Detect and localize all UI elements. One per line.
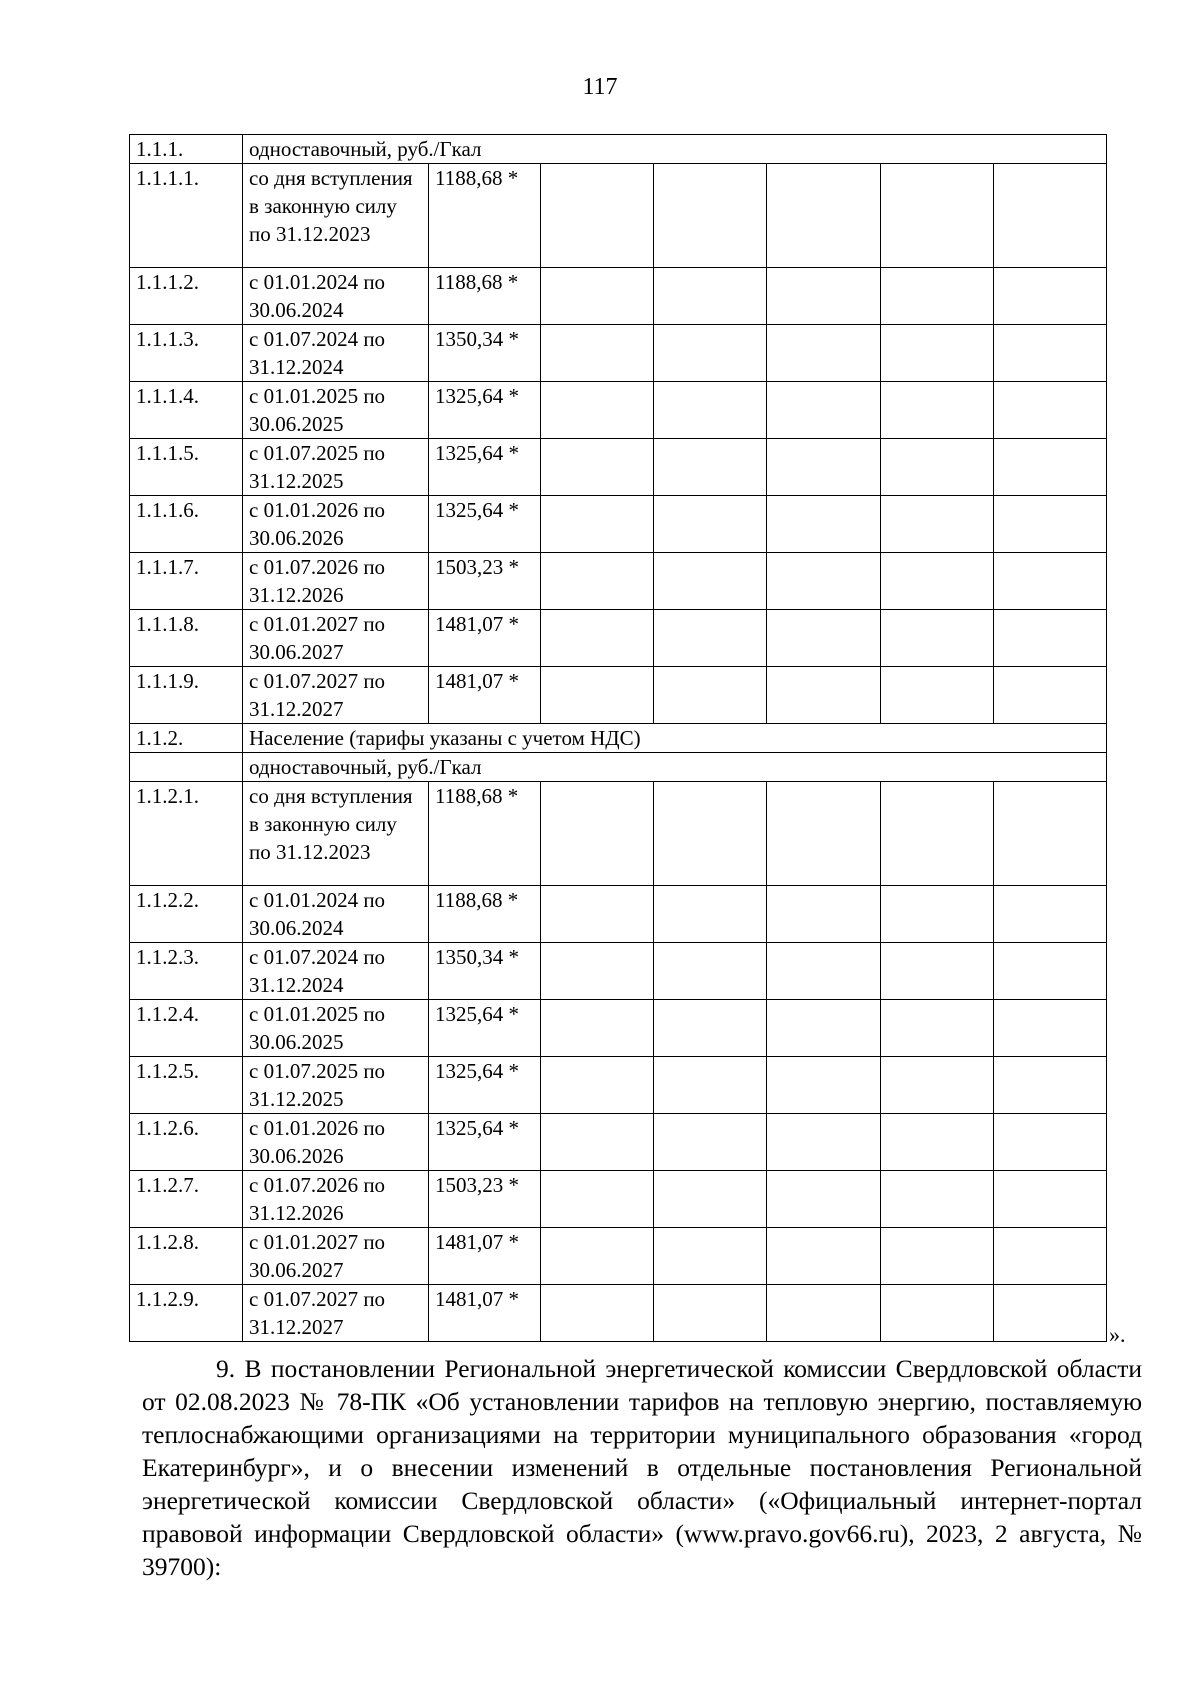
section-number <box>130 753 243 782</box>
empty-cell <box>767 553 880 610</box>
empty-cell <box>541 439 654 496</box>
row-number: 1.1.2.1. <box>130 782 243 886</box>
row-number: 1.1.2.4. <box>130 1000 243 1057</box>
row-tariff-value: 1188,68 * <box>429 164 541 268</box>
empty-cell <box>993 1057 1106 1114</box>
empty-cell <box>654 439 767 496</box>
empty-cell <box>993 382 1106 439</box>
tariff-row <box>130 1000 1107 1057</box>
empty-cell <box>767 439 880 496</box>
empty-cell <box>880 886 993 943</box>
row-number: 1.1.1.3. <box>130 325 243 382</box>
empty-cell <box>541 164 654 268</box>
row-period: с 01.07.2024 по 31.12.2024 <box>243 943 429 1000</box>
empty-cell <box>767 1057 880 1114</box>
row-tariff-value: 1325,64 * <box>429 496 541 553</box>
empty-cell <box>767 382 880 439</box>
row-number: 1.1.1.9. <box>130 667 243 724</box>
empty-cell <box>767 1000 880 1057</box>
empty-cell <box>993 1171 1106 1228</box>
empty-cell <box>993 325 1106 382</box>
empty-cell <box>993 496 1106 553</box>
tariff-row <box>130 1114 1107 1171</box>
empty-cell <box>767 667 880 724</box>
row-period: с 01.01.2027 по 30.06.2027 <box>243 610 429 667</box>
empty-cell <box>767 1285 880 1342</box>
empty-cell <box>880 610 993 667</box>
tariff-row <box>130 268 1107 325</box>
empty-cell <box>654 782 767 886</box>
section-heading-row <box>130 753 1107 782</box>
tariff-row <box>130 943 1107 1000</box>
tariff-row <box>130 1171 1107 1228</box>
table-closing-quote: ». <box>1109 1322 1126 1347</box>
tariff-row <box>130 886 1107 943</box>
empty-cell <box>993 439 1106 496</box>
tariff-row <box>130 325 1107 382</box>
row-period: с 01.01.2024 по 30.06.2024 <box>243 886 429 943</box>
row-period: с 01.07.2026 по 31.12.2026 <box>243 553 429 610</box>
empty-cell <box>654 667 767 724</box>
section-heading-row <box>130 724 1107 753</box>
empty-cell <box>993 1114 1106 1171</box>
row-tariff-value: 1188,68 * <box>429 268 541 325</box>
empty-cell <box>541 1057 654 1114</box>
empty-cell <box>541 943 654 1000</box>
empty-cell <box>767 164 880 268</box>
empty-cell <box>880 553 993 610</box>
empty-cell <box>880 1000 993 1057</box>
row-number: 1.1.2.7. <box>130 1171 243 1228</box>
empty-cell <box>654 325 767 382</box>
empty-cell <box>767 1171 880 1228</box>
empty-cell <box>993 1000 1106 1057</box>
row-period: с 01.01.2026 по 30.06.2026 <box>243 496 429 553</box>
row-tariff-value: 1325,64 * <box>429 1057 541 1114</box>
empty-cell <box>993 886 1106 943</box>
row-tariff-value: 1188,68 * <box>429 886 541 943</box>
row-period: со дня вступления в законную силу по 31.12.2023 <box>243 782 429 886</box>
empty-cell <box>541 1285 654 1342</box>
row-number: 1.1.1.4. <box>130 382 243 439</box>
section-number: 1.1.2. <box>130 724 243 753</box>
row-period: с 01.07.2024 по 31.12.2024 <box>243 325 429 382</box>
tariff-row <box>130 553 1107 610</box>
row-tariff-value: 1503,23 * <box>429 1171 541 1228</box>
row-tariff-value: 1188,68 * <box>429 782 541 886</box>
row-tariff-value: 1325,64 * <box>429 382 541 439</box>
empty-cell <box>541 382 654 439</box>
empty-cell <box>654 610 767 667</box>
row-number: 1.1.2.3. <box>130 943 243 1000</box>
tariff-row <box>130 610 1107 667</box>
amendment-paragraph: 9. В постановлении Региональной энергетической комиссии Свердловской области от 02.08.2023 № 78-ПК «Об установлении тарифов на тепловую энергию, поставляемую теплоснабжающими организациями на территории муниципального образования «город Екатеринбург», и о внесении изменений в отдельные постановления Региональной энергетической комиссии Свердловской области» («Официальный интернет-портал правовой информации Свердловской области» (www.pravo.gov66.ru), 2023, 2 августа, № 39700): <box>142 1354 1142 1581</box>
empty-cell <box>880 382 993 439</box>
empty-cell <box>541 1000 654 1057</box>
empty-cell <box>993 164 1106 268</box>
row-period: с 01.07.2027 по 31.12.2027 <box>243 1285 429 1342</box>
row-tariff-value: 1481,07 * <box>429 1228 541 1285</box>
empty-cell <box>993 782 1106 886</box>
empty-cell <box>880 496 993 553</box>
tariff-table-body <box>130 135 1107 1342</box>
row-period: с 01.01.2027 по 30.06.2027 <box>243 1228 429 1285</box>
row-number: 1.1.2.5. <box>130 1057 243 1114</box>
row-number: 1.1.1.2. <box>130 268 243 325</box>
tariff-row <box>130 1285 1107 1342</box>
row-number: 1.1.2.6. <box>130 1114 243 1171</box>
empty-cell <box>880 268 993 325</box>
empty-cell <box>880 1114 993 1171</box>
empty-cell <box>993 667 1106 724</box>
empty-cell <box>654 943 767 1000</box>
row-period: с 01.07.2026 по 31.12.2026 <box>243 1171 429 1228</box>
tariff-row <box>130 667 1107 724</box>
empty-cell <box>541 1171 654 1228</box>
empty-cell <box>880 1228 993 1285</box>
empty-cell <box>767 943 880 1000</box>
empty-cell <box>880 782 993 886</box>
row-number: 1.1.1.6. <box>130 496 243 553</box>
page-number: 117 <box>582 74 618 100</box>
row-tariff-value: 1350,34 * <box>429 943 541 1000</box>
section-heading-row <box>130 135 1107 164</box>
row-number: 1.1.2.2. <box>130 886 243 943</box>
empty-cell <box>993 610 1106 667</box>
row-period: с 01.07.2025 по 31.12.2025 <box>243 1057 429 1114</box>
row-tariff-value: 1481,07 * <box>429 610 541 667</box>
tariff-row <box>130 1057 1107 1114</box>
empty-cell <box>541 268 654 325</box>
empty-cell <box>880 439 993 496</box>
empty-cell <box>654 1000 767 1057</box>
empty-cell <box>767 782 880 886</box>
row-period: с 01.01.2024 по 30.06.2024 <box>243 268 429 325</box>
section-heading: одноставочный, руб./Гкал <box>243 753 1107 782</box>
empty-cell <box>654 164 767 268</box>
empty-cell <box>767 496 880 553</box>
empty-cell <box>541 1228 654 1285</box>
empty-cell <box>541 610 654 667</box>
empty-cell <box>767 886 880 943</box>
section-heading: Население (тарифы указаны с учетом НДС) <box>243 724 1107 753</box>
empty-cell <box>880 164 993 268</box>
row-tariff-value: 1481,07 * <box>429 667 541 724</box>
empty-cell <box>993 1228 1106 1285</box>
tariff-row <box>130 382 1107 439</box>
tariff-row <box>130 439 1107 496</box>
empty-cell <box>993 1285 1106 1342</box>
empty-cell <box>654 496 767 553</box>
empty-cell <box>654 886 767 943</box>
row-period: с 01.01.2025 по 30.06.2025 <box>243 382 429 439</box>
empty-cell <box>767 268 880 325</box>
tariff-row <box>130 782 1107 886</box>
section-number: 1.1.1. <box>130 135 243 164</box>
empty-cell <box>880 1057 993 1114</box>
empty-cell <box>880 325 993 382</box>
tariff-row <box>130 1228 1107 1285</box>
row-tariff-value: 1481,07 * <box>429 1285 541 1342</box>
empty-cell <box>993 943 1106 1000</box>
row-number: 1.1.1.7. <box>130 553 243 610</box>
empty-cell <box>541 496 654 553</box>
empty-cell <box>654 1114 767 1171</box>
row-tariff-value: 1350,34 * <box>429 325 541 382</box>
row-number: 1.1.1.1. <box>130 164 243 268</box>
row-tariff-value: 1503,23 * <box>429 553 541 610</box>
tariff-table <box>129 134 1107 1342</box>
empty-cell <box>541 1114 654 1171</box>
row-period: с 01.01.2026 по 30.06.2026 <box>243 1114 429 1171</box>
row-period: с 01.07.2025 по 31.12.2025 <box>243 439 429 496</box>
row-period: с 01.07.2027 по 31.12.2027 <box>243 667 429 724</box>
empty-cell <box>541 886 654 943</box>
row-number: 1.1.1.5. <box>130 439 243 496</box>
empty-cell <box>767 1228 880 1285</box>
empty-cell <box>541 325 654 382</box>
empty-cell <box>993 268 1106 325</box>
row-number: 1.1.2.9. <box>130 1285 243 1342</box>
empty-cell <box>993 553 1106 610</box>
empty-cell <box>654 1285 767 1342</box>
empty-cell <box>767 325 880 382</box>
empty-cell <box>880 943 993 1000</box>
empty-cell <box>654 1228 767 1285</box>
empty-cell <box>880 1285 993 1342</box>
empty-cell <box>654 553 767 610</box>
section-heading: одноставочный, руб./Гкал <box>243 135 1107 164</box>
row-number: 1.1.1.8. <box>130 610 243 667</box>
tariff-row <box>130 496 1107 553</box>
empty-cell <box>654 382 767 439</box>
row-period: с 01.01.2025 по 30.06.2025 <box>243 1000 429 1057</box>
empty-cell <box>541 553 654 610</box>
empty-cell <box>654 1057 767 1114</box>
row-period: со дня вступления в законную силу по 31.12.2023 <box>243 164 429 268</box>
row-tariff-value: 1325,64 * <box>429 1000 541 1057</box>
empty-cell <box>541 782 654 886</box>
empty-cell <box>880 1171 993 1228</box>
row-tariff-value: 1325,64 * <box>429 439 541 496</box>
empty-cell <box>767 1114 880 1171</box>
row-tariff-value: 1325,64 * <box>429 1114 541 1171</box>
empty-cell <box>767 610 880 667</box>
empty-cell <box>880 667 993 724</box>
empty-cell <box>654 1171 767 1228</box>
empty-cell <box>541 667 654 724</box>
row-number: 1.1.2.8. <box>130 1228 243 1285</box>
tariff-row <box>130 164 1107 268</box>
empty-cell <box>654 268 767 325</box>
